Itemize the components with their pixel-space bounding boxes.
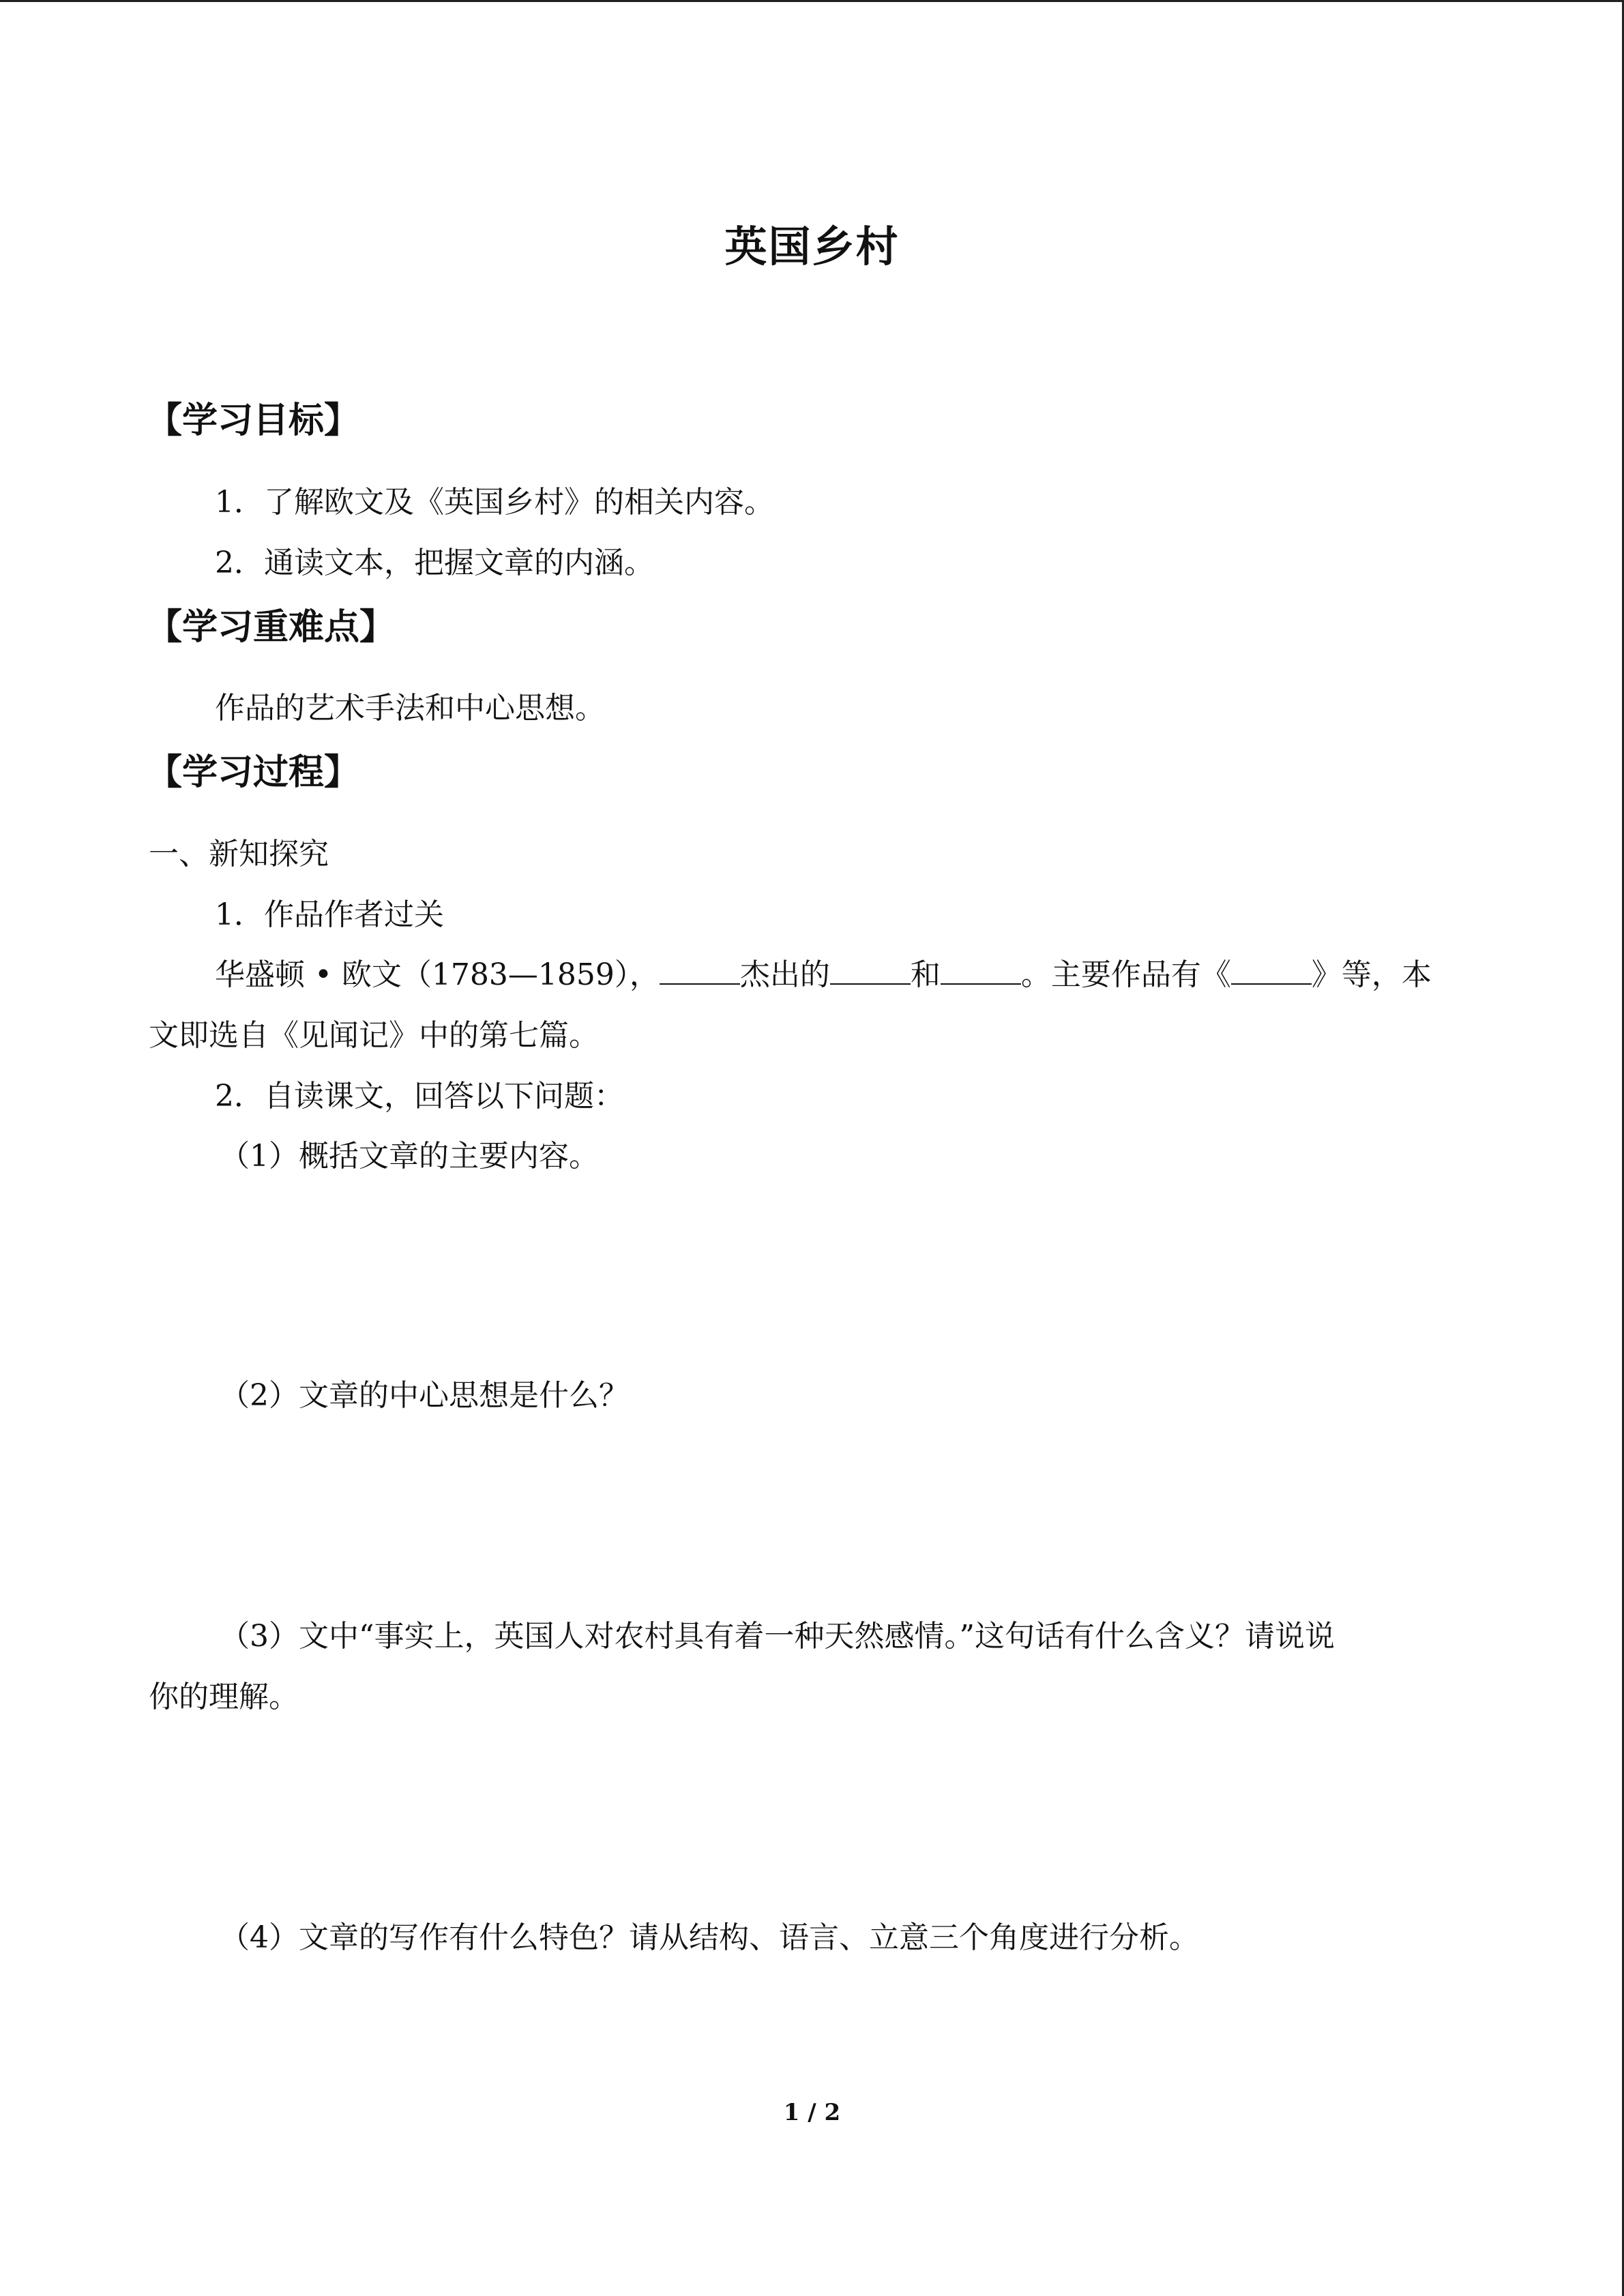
heading-objectives: 【学习目标】 bbox=[147, 400, 360, 441]
question-3-cont: 你的理解。 bbox=[149, 1680, 299, 1714]
author-line-seg3: 和 bbox=[910, 957, 941, 992]
author-line-seg4: 。主要作品有《 bbox=[1020, 957, 1231, 992]
blank-1[interactable] bbox=[660, 957, 740, 985]
author-line-seg5: 》等，本 bbox=[1311, 957, 1432, 992]
objective-item-2: 2．通读文本，把握文章的内涵。 bbox=[215, 546, 654, 580]
objective-item-1: 1．了解欧文及《英国乡村》的相关内容。 bbox=[215, 485, 774, 520]
author-fill-line bbox=[215, 950, 1432, 994]
sub-1-label: 1．作品作者过关 bbox=[215, 897, 444, 932]
sub-2-label: 2．自读课文，回答以下问题： bbox=[215, 1079, 624, 1114]
page-border-top bbox=[0, 0, 1624, 2]
blank-3[interactable] bbox=[941, 957, 1021, 985]
heading-key-points: 【学习重难点】 bbox=[147, 607, 396, 648]
blank-2[interactable] bbox=[830, 957, 911, 985]
document-title: 英国乡村 bbox=[724, 222, 900, 271]
blank-4[interactable] bbox=[1231, 957, 1312, 985]
author-line-2: 文即选自《见闻记》中的第七篇。 bbox=[149, 1018, 599, 1053]
question-1: （1）概括文章的主要内容。 bbox=[220, 1139, 599, 1174]
part-1-label: 一、新知探究 bbox=[149, 837, 329, 871]
author-line-seg2: 杰出的 bbox=[739, 957, 830, 992]
question-3: （3）文中“事实上，英国人对农村具有着一种天然感情。”这句话有什么含义？请说说 bbox=[220, 1619, 1335, 1654]
question-2: （2）文章的中心思想是什么？ bbox=[220, 1378, 629, 1413]
heading-process: 【学习过程】 bbox=[147, 752, 360, 793]
question-4: （4）文章的写作有什么特色？请从结构、语言、立意三个角度进行分析。 bbox=[220, 1920, 1199, 1955]
key-points-text: 作品的艺术手法和中心思想。 bbox=[215, 691, 605, 726]
page-number: 1 / 2 bbox=[783, 2099, 841, 2126]
author-line-seg1: 华盛顿 • 欧文（1783—1859）， bbox=[215, 957, 660, 992]
